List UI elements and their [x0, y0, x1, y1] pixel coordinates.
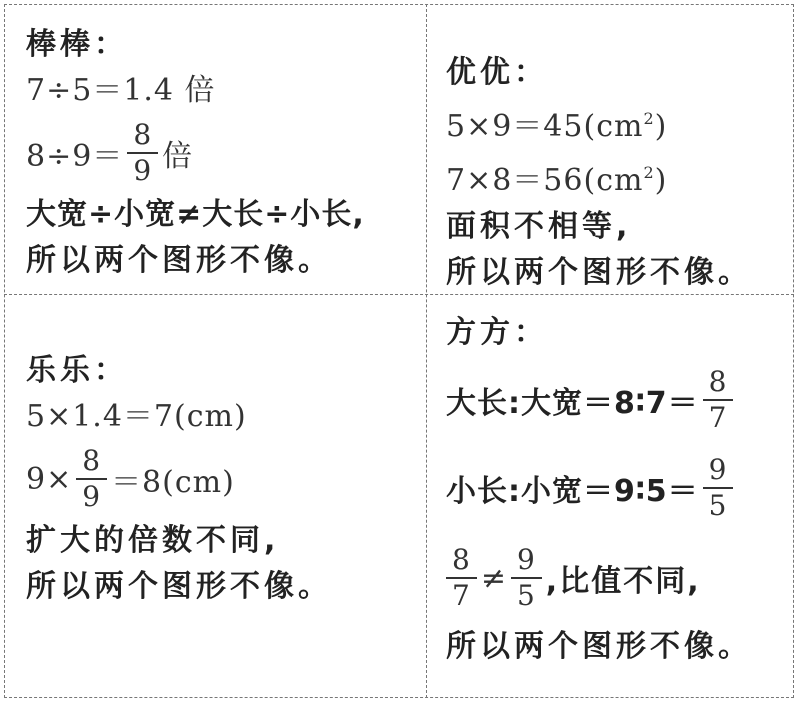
cell-youyou: [446, 50, 791, 296]
fangfang-line-3: [446, 532, 791, 624]
fraction-numerator: 8: [708, 365, 728, 398]
youyou-line-3: 面积不相等,: [446, 209, 632, 244]
fraction-denominator: 9: [82, 480, 102, 513]
fangfang-line-2-pre: 小长:小宽＝9∶5＝: [446, 474, 699, 509]
fangfang-fraction-3: [446, 543, 477, 613]
youyou-line-2: [446, 150, 791, 204]
fraction-numerator: 8: [133, 118, 153, 151]
bangbang-line-2-pre: 8÷9＝: [26, 139, 124, 174]
grid-vertical-divider: [426, 4, 427, 698]
fraction-denominator: 9: [133, 154, 153, 187]
fangfang-line-2: [446, 444, 791, 532]
lele-line-2: [26, 440, 421, 518]
cell-bangbang: [26, 22, 421, 284]
not-equal-sign: ≠: [480, 560, 507, 596]
cell-fangfang: [446, 310, 791, 670]
fangfang-line-4: 所以两个图形不像。: [446, 629, 752, 664]
fangfang-fraction-4: [511, 543, 542, 613]
lele-line-2-pre: 9×: [26, 461, 73, 497]
bangbang-line-1: 7÷5＝1.4 倍: [26, 73, 216, 108]
fraction-denominator: 7: [708, 401, 728, 434]
fangfang-line-1: [446, 356, 791, 444]
fangfang-name: 方方：: [446, 315, 548, 350]
youyou-line-1-main: 5×9＝45(cm: [446, 109, 644, 144]
fraction-numerator: 8: [82, 444, 102, 477]
bangbang-fraction: [127, 118, 158, 188]
fangfang-line-1-pre: 大长:大宽＝8∶7＝: [446, 386, 699, 421]
youyou-line-4: 所以两个图形不像。: [446, 255, 752, 290]
fraction-numerator: 9: [708, 453, 728, 486]
fraction-denominator: 5: [708, 489, 728, 522]
lele-line-3: 扩大的倍数不同,: [26, 523, 280, 558]
lele-fraction: [76, 444, 107, 514]
lele-line-4: 所以两个图形不像。: [26, 569, 332, 604]
youyou-line-2-sup: 2: [643, 163, 655, 182]
youyou-line-2-close: ): [654, 163, 668, 198]
youyou-line-1: [446, 96, 791, 150]
fangfang-line-3-post: ,比值不同,: [545, 564, 701, 599]
youyou-line-2-main: 7×8＝56(cm: [446, 163, 644, 198]
lele-line-2-post: ＝8(cm): [111, 465, 235, 500]
fraction-numerator: 8: [452, 543, 471, 576]
answer-grid: [4, 4, 794, 698]
fangfang-fraction-1: [703, 365, 734, 435]
youyou-line-1-sup: 2: [643, 109, 655, 128]
bangbang-line-2: [26, 114, 421, 192]
bangbang-line-3: 大宽÷小宽≠大长÷小长,: [26, 197, 365, 232]
fangfang-fraction-2: [703, 453, 734, 523]
cell-lele: [26, 348, 421, 610]
bangbang-line-2-post: 倍: [162, 139, 194, 174]
fraction-denominator: 7: [452, 579, 471, 612]
bangbang-name: 棒棒：: [26, 27, 128, 62]
bangbang-line-4: 所以两个图形不像。: [26, 243, 332, 278]
fraction-denominator: 5: [516, 579, 536, 612]
fraction-numerator: 9: [516, 543, 536, 576]
lele-line-1: 5×1.4＝7(cm): [26, 399, 247, 434]
lele-name: 乐乐：: [26, 353, 128, 388]
youyou-line-1-close: ): [654, 109, 668, 144]
youyou-name: 优优：: [446, 55, 548, 90]
